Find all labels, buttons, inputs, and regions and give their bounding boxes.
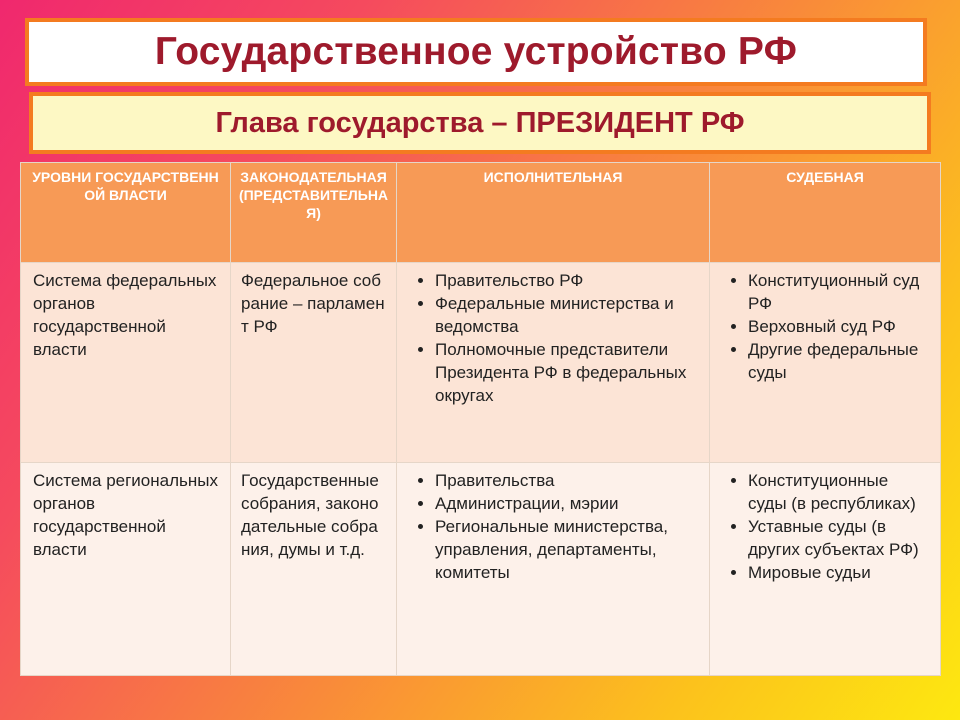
table-row-regional <box>21 463 941 676</box>
table-header-row <box>21 163 941 263</box>
executive-list <box>407 469 699 584</box>
list-item: • Правительство РФ <box>435 269 699 292</box>
column-header-levels: УРОВНИ ГОСУДАРСТВЕННОЙ ВЛАСТИ <box>21 163 231 263</box>
list-item: • Администрации, мэрии <box>435 492 699 515</box>
executive-list <box>407 269 699 407</box>
judicial-list <box>720 269 930 384</box>
list-item: • Другие федеральные суды <box>748 338 930 384</box>
title-box <box>25 18 927 86</box>
list-item: • Верховный суд РФ <box>748 315 930 338</box>
page-title: Государственное устройство РФ <box>154 30 798 73</box>
list-item: • Конституционный суд РФ <box>748 269 930 315</box>
cell-executive <box>397 263 710 463</box>
column-header-judicial: СУДЕБНАЯ <box>710 163 941 263</box>
cell-level: Система федеральных органов государственной власти <box>21 263 231 463</box>
list-item: • Полномочные представители Президента РФ в федеральных округах <box>435 338 699 407</box>
government-structure-table <box>20 162 941 676</box>
table-row-federal <box>21 263 941 463</box>
cell-level: Система региональных органов государственной власти <box>21 463 231 676</box>
list-item: • Региональные министерства, управления, департаменты, комитеты <box>435 515 699 584</box>
page-subtitle: Глава государства – ПРЕЗИДЕНТ РФ <box>215 106 745 139</box>
cell-legislative: Федеральное собрание – парламент РФ <box>231 263 397 463</box>
subtitle-box <box>29 92 931 154</box>
list-item: • Мировые судьи <box>748 561 930 584</box>
list-item: • Правительства <box>435 469 699 492</box>
list-item: • Уставные суды (в других субъектах РФ) <box>748 515 930 561</box>
cell-legislative: Государственные собрания, законодательные собрания, думы и т.д. <box>231 463 397 676</box>
cell-executive <box>397 463 710 676</box>
judicial-list <box>720 469 930 584</box>
list-item: • Конституционные суды (в республиках) <box>748 469 930 515</box>
cell-judicial <box>710 263 941 463</box>
column-header-executive: ИСПОЛНИТЕЛЬНАЯ <box>397 163 710 263</box>
cell-judicial <box>710 463 941 676</box>
column-header-legislative: ЗАКОНОДАТЕЛЬНАЯ (ПРЕДСТАВИТЕЛЬНАЯ) <box>231 163 397 263</box>
list-item: • Федеральные министерства и ведомства <box>435 292 699 338</box>
